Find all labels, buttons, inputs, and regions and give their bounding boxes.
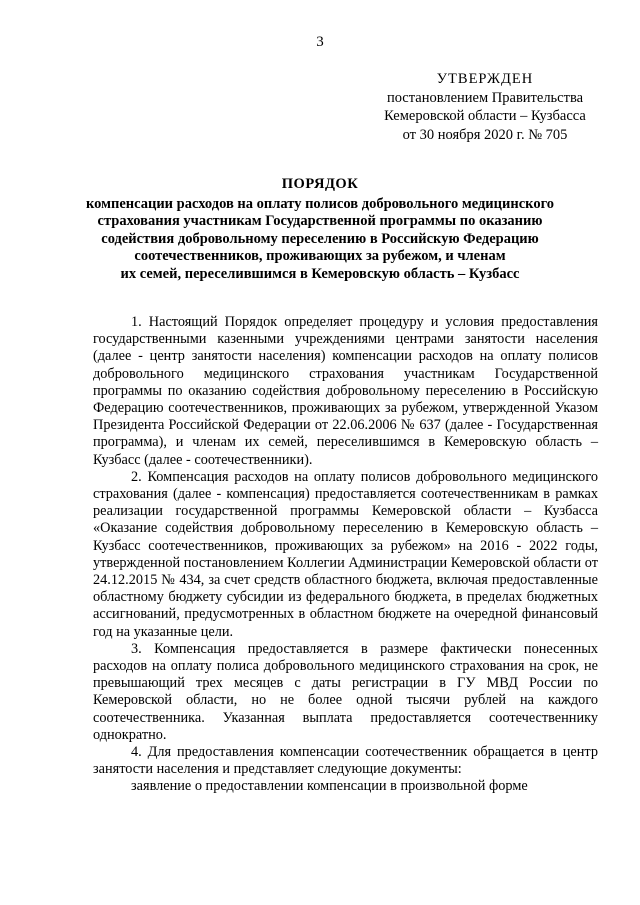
approval-line-1: постановлением Правительства: [386, 89, 584, 106]
paragraph-4: 4. Для предоставления компенсации соотечественник обращается в центр занятости населения и представляет следующие документы:: [93, 744, 598, 778]
paragraph-2: 2. Компенсация расходов на оплату полисов добровольного медицинского страхования (далее - компенсация) предоставляется соотечественникам в рамках реализации государственной программы Кемеровской области – Кузбасса «Оказание содействия добровольному переселению в Кемеровскую область – Кузбасс соотечественников, проживающих за рубежом» на 2016 - 2022 годы, утвержденной постановлением Коллегии Администрации Кемеровской области от 24.12.2015 № 434, за счет средств областного бюджета, включая предоставленные областному бюджету субсидии из федерального бюджета, в пределах бюджетных ассигнований, предусмотренных в областном бюджете на очередной финансовый год на указанные цели.: [93, 468, 598, 640]
document-body: [93, 314, 598, 796]
paragraph-3: 3. Компенсация предоставляется в размере фактически понесенных расходов на оплату полиса добровольного медицинского страхования на срок, не превышающий трех месяцев с даты регистрации в ГУ МВД России по Кемеровской области, но не более одной тысячи рублей на каждого соотечественника. Указанная выплата предоставляется соотечественнику однократно.: [93, 640, 598, 743]
subtitle-line-4: соотечественников, проживающих за рубежом, и членам: [134, 248, 506, 264]
subtitle-line-3: содействия добровольному переселению в Российскую Федерацию: [101, 230, 539, 247]
document-title: ПОРЯДОК: [281, 176, 359, 192]
subtitle-line-5: их семей, переселившимся в Кемеровскую область – Кузбасс: [120, 265, 520, 282]
paragraph-1: 1. Настоящий Порядок определяет процедуру и условия предоставления государственными казенными учреждениями центрами занятости населения (далее - центр занятости населения) компенсации расходов на оплату полисов добровольного медицинского страхования участникам Государственной программы по оказанию содействия добровольному переселению в Российскую Федерацию соотечественников, проживающих за рубежом, утвержденной Указом Президента Российской Федерации от 22.06.2006 № 637 (далее - Государственная программа), и членам их семей, переселившимся в Кемеровскую область – Кузбасс (далее - соотечественники).: [93, 314, 598, 468]
document-title-block: [80, 176, 560, 283]
approval-line-2: Кемеровской области – Кузбасса: [384, 108, 586, 124]
approval-line-3: от 30 ноября 2020 г. № 705: [402, 126, 568, 143]
approval-block: [360, 70, 610, 144]
subtitle-line-2: страхования участникам Государственной программы по оказанию: [97, 213, 543, 229]
subtitle-line-1: компенсации расходов на оплату полисов добровольного медицинского: [85, 195, 555, 212]
page-number: 3: [316, 34, 324, 50]
approval-heading: УТВЕРЖДЕН: [436, 71, 534, 87]
paragraph-5: заявление о предоставлении компенсации в произвольной форме: [131, 778, 528, 795]
